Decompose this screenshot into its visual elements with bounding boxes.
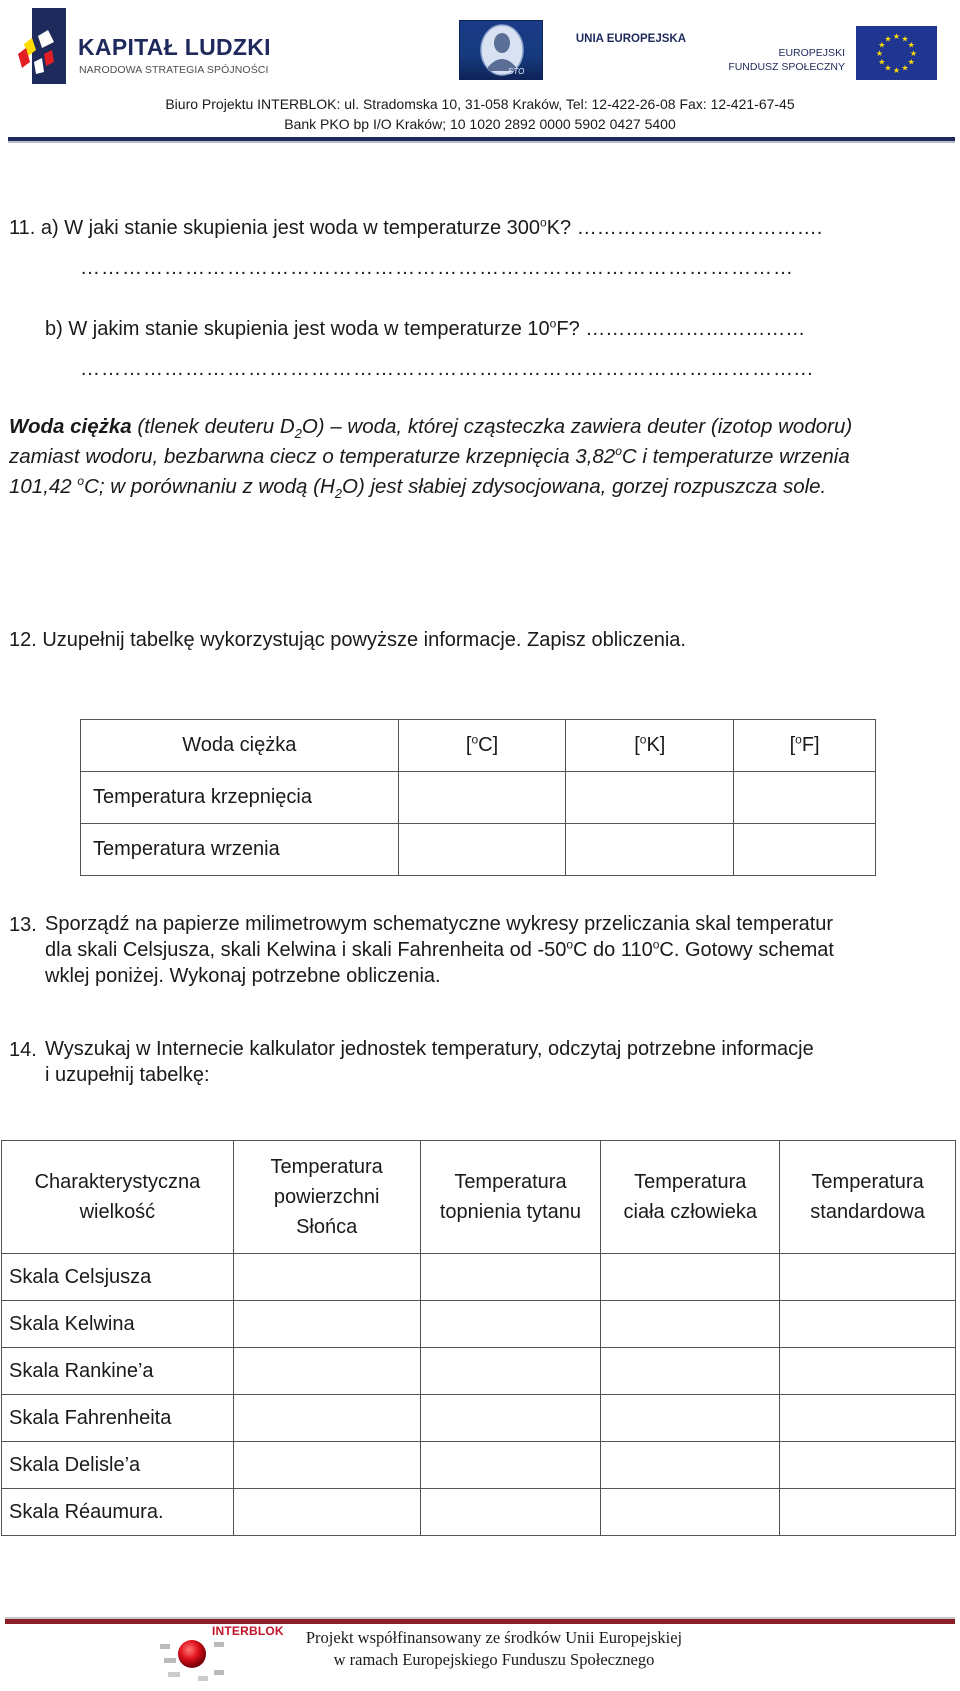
eu-flag-icon	[856, 26, 937, 80]
q11-b-question	[45, 318, 805, 341]
definition-term: Woda ciężka	[9, 415, 132, 438]
t2h0b: wielkość	[79, 1201, 156, 1223]
table2-cell[interactable]	[780, 1489, 956, 1536]
definition-line-2	[9, 442, 953, 472]
definition-line-1	[9, 412, 953, 442]
eu-star-icon: ★	[892, 66, 901, 75]
bank-account: Bank PKO bp I/O Kraków; 10 1020 2892 0000 5902 0427 5400	[284, 116, 676, 132]
q13-l2a: dla skali Celsjusza, skali Kelwina i skali Fahrenheita od -50	[45, 939, 567, 961]
table2-cell[interactable]	[601, 1489, 780, 1536]
t1-br1: [	[465, 734, 472, 756]
eu-star-icon: ★	[892, 32, 901, 41]
q14-question	[45, 1036, 953, 1088]
table2-row	[2, 1348, 956, 1395]
t2h0a: Charakterystyczna	[34, 1171, 201, 1193]
definition-l1a: (tlenek deuteru D	[131, 415, 295, 438]
q13-deg2: o	[652, 937, 660, 952]
table2-row	[2, 1395, 956, 1442]
q11-a-degree: o	[540, 215, 547, 230]
table1-cell[interactable]	[566, 824, 734, 876]
table2-row-label: Skala Rankine’a	[2, 1348, 234, 1395]
table2-cell[interactable]	[233, 1489, 420, 1536]
t1-unit2: K]	[646, 734, 666, 756]
q14-number: 14.	[9, 1039, 37, 1061]
table2-cell[interactable]	[780, 1348, 956, 1395]
table2-cell[interactable]	[233, 1348, 420, 1395]
table2-cell[interactable]	[233, 1442, 420, 1489]
q13-l2b: C do 110	[573, 939, 653, 961]
definition-l3a: 101,42	[9, 475, 78, 498]
definition-l3c: O) jest słabiej zdysocjowana, gorzej rozpuszcza sole.	[342, 475, 827, 498]
definition-l3-sub: 2	[334, 486, 342, 502]
table2-cell[interactable]	[780, 1442, 956, 1489]
table2-cell[interactable]	[420, 1301, 601, 1348]
t1-deg1: o	[471, 732, 479, 747]
table2-cell[interactable]	[780, 1301, 956, 1348]
q11-b-unit: F?	[556, 318, 586, 340]
eu-star-icon: ★	[875, 49, 884, 58]
q11-b-degree: o	[549, 316, 557, 331]
table1-header-row	[81, 720, 876, 772]
table1-row-freezing	[81, 772, 876, 824]
table2-row	[2, 1442, 956, 1489]
table1-header-fahrenheit	[734, 720, 876, 772]
cofinancing-note: Projekt współfinansowany ze środków Unii Europejskiej	[305, 1628, 683, 1647]
t2h4a: Temperatura	[811, 1171, 924, 1193]
table2-row-label: Skala Delisle’a	[2, 1442, 234, 1489]
eu-star-icon: ★	[901, 34, 909, 44]
q13-number: 13.	[9, 914, 37, 936]
eu-logo-line3: FUNDUSZ SPOŁECZNY	[728, 61, 845, 73]
temperature-scales-table	[1, 1140, 956, 1536]
q13-question	[45, 911, 953, 989]
definition-l1b: O) – woda, której cząsteczka zawiera deuter (izotop wodoru)	[301, 415, 853, 438]
eu-logo-text	[0, 32, 845, 74]
table1-header-substance: Woda ciężka	[81, 720, 399, 772]
q11-a-answer-dots[interactable]: ……………………………….	[576, 217, 823, 239]
q11-a-unit: K?	[546, 217, 577, 239]
q13-line-1: Sporządź na papierze milimetrowym schematyczne wykresy przeliczania skal temperatur	[45, 913, 834, 935]
t2h3b: ciała człowieka	[623, 1201, 757, 1223]
t2h3a: Temperatura	[634, 1171, 747, 1193]
table1-cell[interactable]	[734, 772, 876, 824]
q11-b-text: b) W jakim stanie skupienia jest woda w temperaturze 10	[45, 318, 550, 340]
definition-line-3	[9, 472, 953, 502]
eu-star-icon: ★	[878, 57, 886, 67]
kapital-ludzki-subtitle: NARODOWA STRATEGIA SPÓJNOŚCI	[79, 64, 269, 76]
t2h1b: powierzchni	[273, 1186, 380, 1208]
t1-br2: [	[634, 734, 640, 756]
q11-b-answer-line[interactable]: …………………………………………………………………………………………...	[80, 358, 814, 380]
q13-l2c: C. Gotowy schemat	[659, 939, 834, 961]
q11-a-answer-line[interactable]: …………………………………………………………………………………………	[80, 257, 794, 279]
table2-cell[interactable]	[420, 1395, 601, 1442]
t2h2a: Temperatura	[454, 1171, 567, 1193]
table2-header-sun	[233, 1141, 420, 1254]
esf-note: w ramach Europejskiego Funduszu Społecznego	[333, 1650, 655, 1669]
table1-cell[interactable]	[734, 824, 876, 876]
t2h1c: Słońca	[296, 1216, 358, 1238]
table2-cell[interactable]	[233, 1254, 420, 1301]
eu-logo	[575, 24, 937, 84]
table2-cell[interactable]	[233, 1395, 420, 1442]
table1-header-kelvin	[566, 720, 734, 772]
definition-l2-degree: o	[615, 444, 622, 459]
t1-deg2: o	[639, 732, 647, 747]
eu-star-icon: ★	[907, 57, 915, 67]
definition-l3-degree: o	[77, 474, 85, 489]
table2-cell[interactable]	[420, 1442, 601, 1489]
t1-br3: [	[789, 734, 796, 756]
table1-cell[interactable]	[398, 824, 566, 876]
table2-header-quantity	[2, 1141, 234, 1254]
table2-cell[interactable]	[780, 1395, 956, 1442]
table2-row-label: Skala Réaumura.	[2, 1489, 234, 1536]
table2-cell[interactable]	[601, 1442, 780, 1489]
table2-cell[interactable]	[233, 1301, 420, 1348]
eu-star-icon: ★	[901, 63, 909, 73]
eu-star-icon: ★	[878, 40, 886, 50]
q13-line-2	[45, 937, 953, 963]
definition-l1-sub: 2	[294, 426, 302, 442]
table1-cell[interactable]	[398, 772, 566, 824]
interblok-wordmark: INTERBLOK	[212, 1624, 284, 1638]
q14-line-1: Wyszukaj w Internecie kalkulator jednostek temperatury, odczytaj potrzebne informacje	[45, 1038, 814, 1060]
definition-l2a: zamiast wodoru, bezbarwna ciecz o temperaturze krzepnięcia 3,82	[9, 445, 616, 468]
table2-row	[2, 1301, 956, 1348]
table2-row-label: Skala Fahrenheita	[2, 1395, 234, 1442]
definition-l2b: C i temperaturze wrzenia	[621, 445, 850, 468]
q11-a-text: 11. a) W jaki stanie skupienia jest woda w temperaturze 300	[9, 217, 541, 239]
table2-row-label: Skala Celsjusza	[2, 1254, 234, 1301]
t2h2b: topnienia tytanu	[439, 1201, 582, 1223]
table2-header-row	[2, 1141, 956, 1254]
q12-question: 12. Uzupełnij tabelkę wykorzystując powyższe informacje. Zapisz obliczenia.	[9, 629, 686, 651]
eu-logo-line2: EUROPEJSKI	[778, 47, 845, 59]
table2-header-standard	[780, 1141, 956, 1254]
table1-row-label: Temperatura krzepnięcia	[81, 772, 399, 824]
portrait-caption: STO	[508, 67, 525, 76]
q13-line-3: wklej poniżej. Wykonaj potrzebne obliczenia.	[45, 965, 441, 987]
table2-cell[interactable]	[601, 1301, 780, 1348]
table2-cell[interactable]	[601, 1395, 780, 1442]
footer-divider	[5, 1617, 955, 1624]
heavy-water-table	[80, 719, 876, 876]
heavy-water-definition	[9, 412, 953, 502]
eu-star-icon: ★	[884, 34, 892, 44]
table2-cell[interactable]	[420, 1254, 601, 1301]
t1-unit3: F]	[801, 734, 820, 756]
t1-unit1: C]	[478, 734, 499, 756]
eu-star-icon: ★	[884, 63, 892, 73]
table2-cell[interactable]	[420, 1489, 601, 1536]
q14-line-2: i uzupełnij tabelkę:	[45, 1064, 210, 1086]
table1-cell[interactable]	[566, 772, 734, 824]
definition-l3b: C; w porównaniu z wodą (H	[84, 475, 335, 498]
t1-deg3: o	[795, 732, 802, 747]
table2-cell[interactable]	[780, 1254, 956, 1301]
q13-deg1: o	[566, 937, 574, 952]
t2h1a: Temperatura	[270, 1156, 383, 1178]
q11-a-question	[9, 217, 822, 240]
table1-row-label: Temperatura wrzenia	[81, 824, 399, 876]
table2-row-label: Skala Kelwina	[2, 1301, 234, 1348]
table2-header-human-body	[601, 1141, 780, 1254]
table2-cell[interactable]	[601, 1348, 780, 1395]
header-divider	[8, 137, 955, 143]
eu-star-icon: ★	[909, 49, 918, 58]
table2-header-titanium	[420, 1141, 601, 1254]
eu-star-icon: ★	[907, 40, 915, 50]
table2-cell[interactable]	[420, 1348, 601, 1395]
table1-header-celsius	[398, 720, 566, 772]
q11-b-answer-dots[interactable]: ……………………………	[585, 318, 806, 340]
table2-row	[2, 1489, 956, 1536]
project-address: Biuro Projektu INTERBLOK: ul. Stradomska 10, 31-058 Kraków, Tel: 12-422-26-08 Fax: 12-421-67-45	[165, 96, 795, 112]
table2-row	[2, 1254, 956, 1301]
table1-row-boiling	[81, 824, 876, 876]
table2-cell[interactable]	[601, 1254, 780, 1301]
eu-logo-line1: UNIA EUROPEJSKA	[575, 33, 686, 45]
t2h4b: standardowa	[810, 1201, 925, 1223]
kapital-ludzki-name: KAPITAŁ LUDZKI	[78, 34, 271, 60]
